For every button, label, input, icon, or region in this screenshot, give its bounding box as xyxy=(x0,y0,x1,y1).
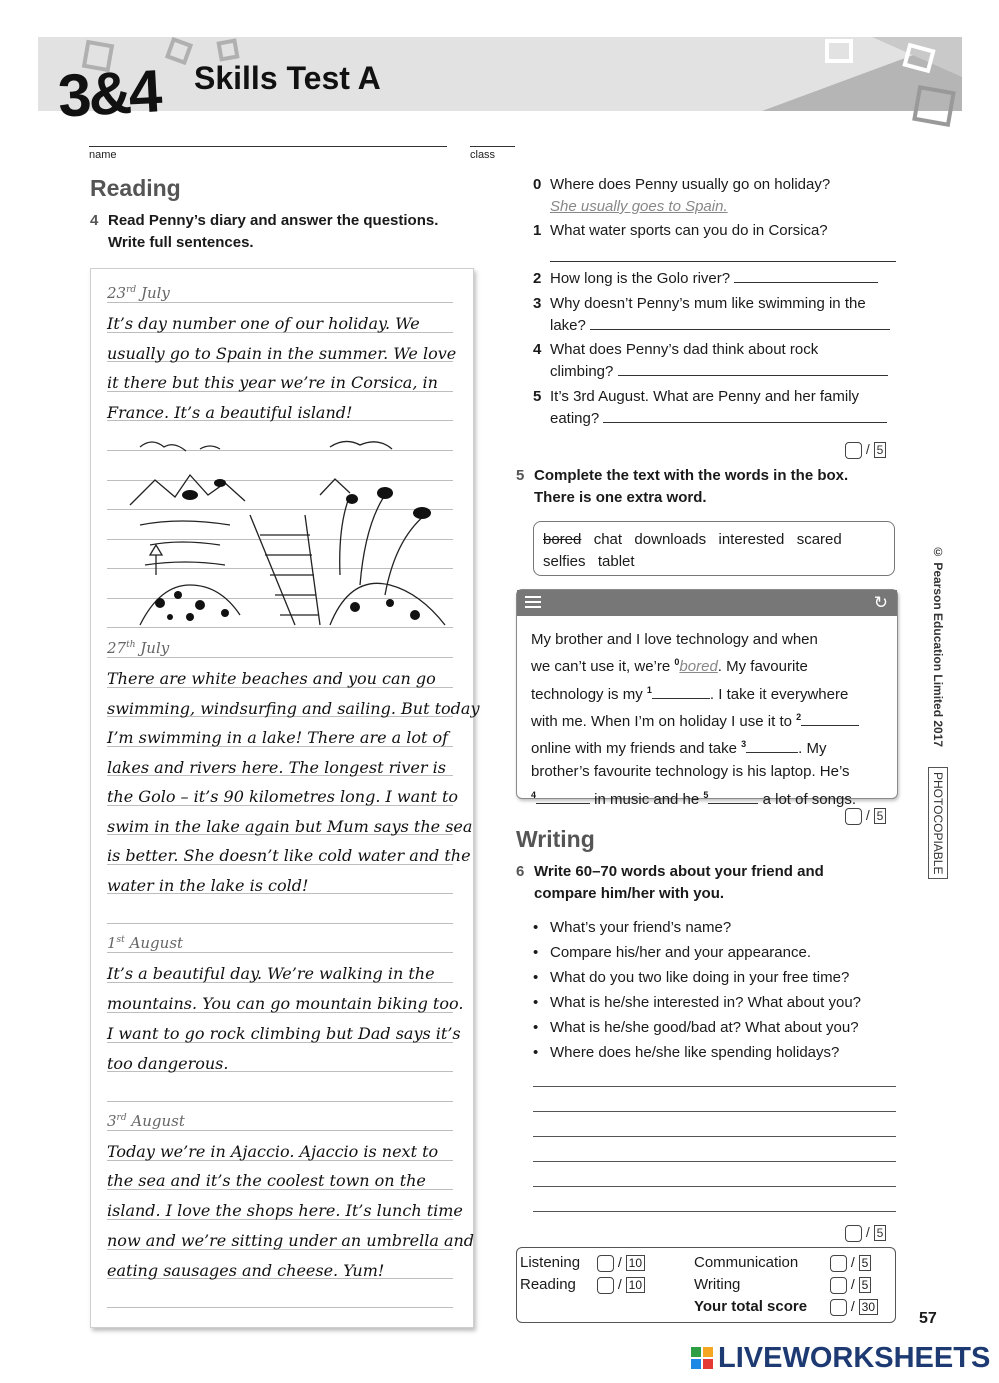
reading-label: Reading xyxy=(520,1276,576,1293)
diary-line: There are white beaches and you can go xyxy=(107,669,436,688)
ruled-line xyxy=(107,1101,453,1102)
total-score: / 30 xyxy=(830,1298,878,1316)
writing-line[interactable] xyxy=(533,1186,896,1187)
unit-number: 3&4 xyxy=(56,57,161,130)
side-notice xyxy=(931,545,949,895)
task-instruction: Write full sentences. xyxy=(108,234,254,251)
word: tablet xyxy=(597,553,635,570)
question-5: 5 It’s 3rd August. What are Penny and her family eating? xyxy=(533,386,898,430)
score-input[interactable] xyxy=(845,1225,862,1242)
decorative-square xyxy=(912,85,956,127)
page-number: 57 xyxy=(919,1310,937,1327)
decorative-square xyxy=(216,38,239,61)
page-title: Skills Test A xyxy=(194,60,381,96)
diary-line: island. I love the shops here. It’s lunch time xyxy=(107,1201,463,1220)
word: chat xyxy=(593,531,623,548)
diary-line: It’s day number one of our holiday. We xyxy=(107,314,420,333)
score-input[interactable] xyxy=(830,1277,847,1294)
writing-score: / 5 xyxy=(830,1276,871,1294)
diary-line: water in the lake is cold! xyxy=(107,876,309,895)
name-label: name xyxy=(89,149,117,161)
question-2: 2 How long is the Golo river? xyxy=(533,268,898,290)
ruled-line xyxy=(107,302,453,303)
answer-line-3[interactable] xyxy=(590,315,890,330)
diary-line: it there but this year we’re in Corsica, in xyxy=(107,373,438,392)
message-card xyxy=(516,589,898,808)
word: downloads xyxy=(634,531,707,548)
gap-5[interactable] xyxy=(708,789,758,804)
ruled-line xyxy=(107,1307,453,1308)
word: scared xyxy=(796,531,842,548)
question-1: 1 What water sports can you do in Corsica? xyxy=(533,222,828,239)
answer-line-1[interactable] xyxy=(550,261,896,262)
writing-label: Writing xyxy=(694,1276,741,1293)
writing-line[interactable] xyxy=(533,1086,896,1087)
reading-score: / 10 xyxy=(597,1276,645,1294)
question-4: 4 What does Penny’s dad think about rock climbing? xyxy=(533,339,898,383)
task-number: 4 xyxy=(90,212,99,229)
word-used: bored xyxy=(543,531,582,548)
score-box-4: / 5 xyxy=(845,441,886,459)
model-answer: She usually goes to Spain. xyxy=(550,198,728,215)
diary-line: the sea and it’s the coolest town on the xyxy=(107,1171,426,1190)
prompt-item: • Compare his/her and your appearance. xyxy=(533,942,811,964)
gap-4[interactable] xyxy=(536,789,590,804)
photocopiable-label: PHOTOCOPIABLE xyxy=(928,767,948,879)
score-input[interactable] xyxy=(830,1299,847,1316)
task-instruction: Read Penny’s diary and answer the questions. xyxy=(108,212,439,229)
model-answer: bored xyxy=(679,658,718,676)
task-5: 5 Complete the text with the words in the box. There is one extra word. xyxy=(516,467,849,506)
diary-line: swimming, windsurfing and sailing. But today xyxy=(107,699,480,718)
answer-line-2[interactable] xyxy=(734,268,878,283)
word: selfies xyxy=(543,553,586,570)
writing-line[interactable] xyxy=(533,1211,896,1212)
diary-line: I want to go rock climbing but Dad says it’s xyxy=(107,1024,461,1043)
ruled-line xyxy=(107,1130,453,1131)
diary-line: I’m swimming in a lake! There are a lot of xyxy=(107,728,449,747)
refresh-icon: ↻ xyxy=(873,593,888,612)
prompt-item: • Where does he/she like spending holidays? xyxy=(533,1042,839,1064)
decorative-square xyxy=(825,39,853,63)
answer-line-4[interactable] xyxy=(618,361,888,376)
score-box-6: / 5 xyxy=(845,1224,886,1242)
gap-3[interactable] xyxy=(746,738,798,753)
word: interested xyxy=(718,531,785,548)
communication-score: / 5 xyxy=(830,1254,871,1272)
diary-line: is better. She doesn’t like cold water and the xyxy=(107,846,471,865)
listening-label: Listening xyxy=(520,1254,581,1271)
score-input[interactable] xyxy=(845,442,862,459)
prompt-item: • What’s your friend’s name? xyxy=(533,917,731,939)
prompt-item: • What is he/she good/bad at? What about you? xyxy=(533,1017,859,1039)
score-input[interactable] xyxy=(845,808,862,825)
diary-line: too dangerous. xyxy=(107,1054,229,1073)
name-field[interactable] xyxy=(89,146,447,147)
writing-line[interactable] xyxy=(533,1111,896,1112)
gap-2[interactable] xyxy=(801,711,859,726)
ruled-line xyxy=(107,923,453,924)
prompt-item: • What do you two like doing in your free time? xyxy=(533,967,849,989)
reading-task xyxy=(90,210,470,254)
total-label: Your total score xyxy=(694,1298,808,1315)
diary-line: swim in the lake again but Mum says the sea xyxy=(107,817,473,836)
ruled-line xyxy=(107,952,453,953)
listening-score: / 10 xyxy=(597,1254,645,1272)
writing-heading: Writing xyxy=(516,826,595,852)
score-input[interactable] xyxy=(597,1255,614,1272)
score-box-5: / 5 xyxy=(845,807,886,825)
class-field[interactable] xyxy=(470,146,515,147)
message-text: My brother and I love technology and when we can’t use it, we’re $^0$bored. My favourite technology is my $^1$ . I take it everywhere with me. When I’m on holiday I use it to $^2$ online with my friends and take $^3$ . My brother’s favourite technology is his laptop. He’s $^4$ in music and he $^5$ a lot of songs. xyxy=(531,628,887,811)
question-3: 3 Why doesn’t Penny’s mum like swimming in the lake? xyxy=(533,293,898,337)
score-input[interactable] xyxy=(830,1255,847,1272)
diary-line: It’s a beautiful day. We’re walking in the xyxy=(107,964,435,983)
diary-line: Today we’re in Ajaccio. Ajaccio is next to xyxy=(107,1142,439,1161)
diary-date: 1st August xyxy=(107,934,184,952)
prompt-item: • What is he/she interested in? What about you? xyxy=(533,992,861,1014)
message-toolbar xyxy=(517,590,897,616)
diary-line: France. It’s a beautiful island! xyxy=(107,403,353,422)
word-box xyxy=(533,521,895,576)
diary-date: 3rd August xyxy=(107,1112,185,1130)
diary-date: 27th July xyxy=(107,639,170,657)
diary-line: mountains. You can go mountain biking too. xyxy=(107,994,464,1013)
diary-line: usually go to Spain in the summer. We love xyxy=(107,344,457,363)
diary-line: eating sausages and cheese. Yum! xyxy=(107,1261,385,1280)
liveworksheets-logo-icon xyxy=(691,1347,713,1369)
class-label: class xyxy=(470,149,496,161)
score-input[interactable] xyxy=(597,1277,614,1294)
question-0: 0 Where does Penny usually go on holiday? She usually goes to Spain. xyxy=(533,174,898,218)
answer-line-5[interactable] xyxy=(603,408,887,423)
writing-line[interactable] xyxy=(533,1136,896,1137)
diary-line: lakes and rivers here. The longest river is xyxy=(107,758,446,777)
liveworksheets-brand[interactable]: LIVEWORKSHEETS xyxy=(718,1342,991,1374)
writing-task: 6 Write 60–70 words about your friend and compare him/her with you. xyxy=(516,863,824,902)
diary-line: now and we’re sitting under an umbrella and xyxy=(107,1231,475,1250)
diary-date: 23rd July xyxy=(107,284,170,302)
reading-heading: Reading xyxy=(90,175,181,201)
ruled-line xyxy=(107,657,453,658)
gap-1[interactable] xyxy=(652,684,710,699)
menu-icon xyxy=(525,596,541,611)
writing-line[interactable] xyxy=(533,1161,896,1162)
diary-line: the Golo – it’s 90 kilometres long. I want to xyxy=(107,787,459,806)
island-illustration xyxy=(130,435,450,630)
communication-label: Communication xyxy=(694,1254,799,1271)
copyright: © Pearson Education Limited 2017 xyxy=(931,545,945,748)
